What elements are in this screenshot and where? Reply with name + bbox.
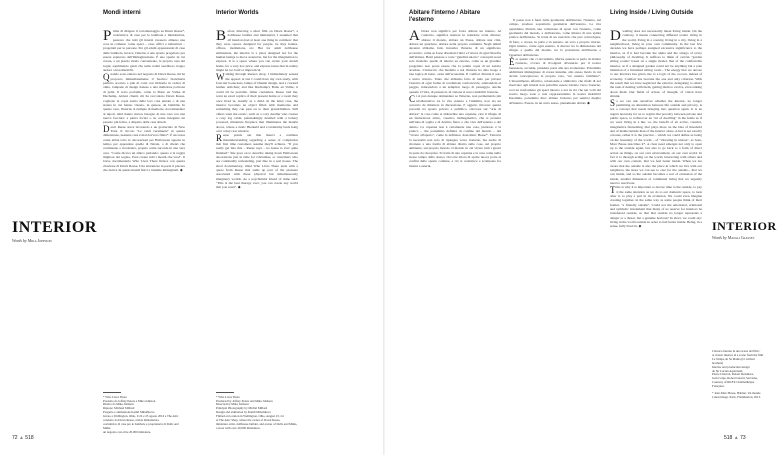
column-heading: Mondi interni xyxy=(103,10,141,16)
byline-prefix: Words by xyxy=(712,235,727,240)
paragraph-text: his is why it is important to devote time to the outside, to pay it the same attention as we do to our domestic space, to look after it, to play a part in its evolution. We could even imagine creating together, in the same way as some people think of their homes, "a friendly outside". Could not the emotional, relational and symbolic investment that many of us reserve for interiors be transferred outside, so that that outside no longer represents a danger or a threat, but a genuine horizon? In short, we could say: living in the world outside in order to feel better inside. Being, in a sense, fully lived in. xyxy=(610,185,702,229)
footnote-line: * Who Lives There xyxy=(216,394,240,399)
byline xyxy=(712,235,755,240)
footnote-line: Progetto e animazione Kamil Minařikova xyxy=(103,410,155,415)
footnote-english xyxy=(216,392,298,431)
drop-cap: R xyxy=(216,132,223,143)
paragraph-text: awn Reese stava lavorando a un grattacielo di New York. Il circolo "Le venti veramente" in questa dimensione, nessuna casa è mai davvero finita*. È successa come abbia tolto le decorazioni per Halloween appena in tempo per appendere quelle di Natale, o di clienti che continuano a ricostruire, proprio come succede in una vera casa. "Come diceva un amico parlando: questo è la reggia migliore dei sogni», Puoi creare tutti i mondi che vuoi". Il breve documentario Who Lives There finisce con questa citazione di Dawn Reese. Una sintonizza in parte il piacere che deriva da questi mondi fisici e insieme immaginati. xyxy=(103,124,185,172)
paragraph xyxy=(409,94,501,168)
footnote-line: Le Tempe de Sa Mama (O. Gilbert brothers) xyxy=(712,356,755,365)
paragraph xyxy=(103,125,185,173)
end-mark-icon: ◆ xyxy=(587,100,590,105)
end-mark-icon: ◆ xyxy=(179,168,183,172)
paragraph-text: er questo che ci dovremmo riferire quando si parla di abitare l'esterno, ovvero di rivolgersi all'esterno per il nostro benessere, accadde, prendere parte alla sua evoluzione. Potremmo addirittura immaginare di creare insieme, allo stesso modo in cui alcuni concepiscono la propria casa, "un esterno familiare". L'investimento affettivo, relazionale e simbolico che molti di noi riservano agli interni non potrebbe essere traslato verso l'esterno, così da trasformare gli spazi intorno a noi in ciò che nei volti del nostro luogo sono e non rappresentiamo la nostra mobilità? Insomma, potremmo dire: abitare l'esterno per sentirsi meglio all'interno. Essere, in un certo senso, pienamente abitati. xyxy=(509,57,601,105)
footnote-line: Diretto da Mika Johnson xyxy=(103,402,134,407)
article-column-english xyxy=(216,29,298,190)
footnote-line: un negozio con oltre 20.000 miniature. xyxy=(103,429,152,434)
drop-cap: A xyxy=(409,28,420,44)
drop-cap: S xyxy=(610,98,616,108)
end-mark-icon: ◆ xyxy=(638,224,642,229)
paragraph-text: uando sono entrato nel negozio di Dawn Reese, mi ha proposto immediatamente il fascino: biancheria perfetta accanto a pile di carte con libbrerie in radica di olmo, lampade di design danese e una maliziosa poltrona di pelle. Il retro portatile, come la Botte en Valise di Duchamp. Alcuni clienti, mi ha raccontato Dawn Reese, vogliono la copia esatta della loro casa attuale o di una stanza in cui hanno vissuto, in genere, da bambini. In questo caso, l'interno si riempie di memorie, da tramandare ai nipoti. Altri hanno invece bisogno di una casa con una nuova facciata: a pietra focaia o su come inseguire un passato più felice, a dispetto delle case attuali. xyxy=(103,72,185,125)
footnote-line: a store with over 20,000 miniatures. xyxy=(216,425,261,430)
drop-cap: P xyxy=(103,28,112,44)
drop-cap: È xyxy=(509,56,515,67)
column-heading: Abitare l'interno / Abitare l'esterno xyxy=(409,10,481,23)
paragraph-text: o we can ask ourselves whether the interior, no longer permitting an alternation between life outside and privacy, is not a concept that needs bringing into question again. It is an urgent necessity for us to regain that porosity between private and public space, to rediscover an "art of dwelling" in the home as if we were living in a hut, i.e. the benefit of an active, creative, imaginative fantasizing, that plays more on the idea of threshold and of inside/outside than of the interior alone. A hut is not exactly a house, rather it is the practice – which we could define as being on the boundary of the world – of "vibrating in unison", as Jean-Marc Besse describes it*. A clear need emerges not only to open up to the outside again, but also to go back to a form of direct action on things, on our own environment, on our own world. In fact it is through acting on the world, interacting with others and with our own context, that we feel better inside. When we are aware that the outside is also the place in which we live with our neighbors, the more we can see to care for the outside... that we can inside, and so the outside becomes a sort of extension of the inside, another dimension of communal living that we urgently need to reactivate. xyxy=(610,98,702,186)
article-column-english xyxy=(610,29,702,229)
footnote-line: Prodotto da Jeffrey Peters e Mika Johnson xyxy=(103,398,156,403)
drop-cap: B xyxy=(216,28,227,44)
byline-prefix: Words by xyxy=(12,238,27,243)
drop-cap: T xyxy=(610,184,616,195)
footnote-rule xyxy=(216,392,234,393)
drop-cap: D xyxy=(103,124,110,135)
paragraph xyxy=(216,29,298,72)
end-mark-icon: ◆ xyxy=(237,185,241,190)
footnote-line: Girato a Wellington, Ohio, il 22 e 23 agosto 2016 a The Attic xyxy=(103,414,179,419)
footnote-line: * Jean-Marc Besse, Habiter. Un monde xyxy=(712,391,761,396)
drop-cap: C xyxy=(409,93,416,104)
footnote-line: Produced by Jeffrey Peters and Mika Johnson xyxy=(216,398,273,403)
footnote-line: Interior and production design xyxy=(712,364,750,369)
folio-left xyxy=(12,435,34,441)
folio-right xyxy=(724,435,746,441)
section-title: INTERIOR xyxy=(12,219,97,236)
drop-cap: D xyxy=(610,28,621,44)
footnote-line: Jean Colpe, Robert Girard, Serverne, xyxy=(712,376,758,381)
paragraph xyxy=(610,29,702,99)
column-heading: Interior Worlds xyxy=(216,10,259,16)
paragraph xyxy=(103,29,185,72)
footnote-line: A classic interior in a scene from the film xyxy=(712,352,764,357)
paragraph xyxy=(409,29,501,94)
page-number: 73 xyxy=(740,435,746,441)
footnote-line: condotto da Dawn Reese, artista miniaturista, xyxy=(103,418,160,423)
page-number: 72 xyxy=(12,435,18,441)
paragraph-text: efore directing a short film on Dawn Reese*, a dollhouse builder and miniaturist, I assumed that all interiors had at least one thing in common: that they were spaces designed for people, be they homes, offices, institutions, etc. But for adult dollhouse enthusiasts, the interior is a place designed not for the human beings to move around in, but for the imagination to explore. It is a space where you can create your dream home, for a very low price, and express tastes that in reality might be too bold or impractical. xyxy=(216,29,299,73)
footnote-line: de Sir Lucien Aguettand, xyxy=(712,368,743,373)
paragraph-text: alking through Reese's shop, I immediately sensed the appeal: at last I could have my own study, with four-tier bookcases, lamps of Danish design, and a cracked leather armchair; and like Duchamp's Boîte en Valise, it could all be portable. Other customers, Reese told me, want an exact replica of their present home or a room they once lived in, usually as a child. In the latter case, the interior becomes an object filled with memories and something they can pass on to their grandchildren. Still others want the exotic, such as a cozy dweller who creates a cozy log cabin, painstakingly detailed with a battery powered, miniature fireplace that illuminates the mantle above, where a rustic Bierkeld and a taxidermy buck hang over a tiny rear window. xyxy=(216,72,298,133)
paragraph-text: i si può dunque domandare se l'interno, non permettendo più un'alternativa tra la vita esterna e l'intimità, non sia un concetto da rimettere in discussione. E oggetto ritrovare questa porosità tra spazio privato e pubblico, ritrovare sul "arte di abitare" la casa come si abiterebbe una capanna, cioè il rifugio di un fantasticare attivo, creativo, immaginativo, che si proietta nell'idea di soglia e di destino fisico e che vive dell'esterno e del dentro. La capanna non è certamente una casa, piuttosto è la pratica – che potremmo definire di confine del mondo – del "vivere all'aperto", come la definisce Jean-Marc Besse*. Tuttavia la necessità non solo di ripiegare verso l'esterno, ma anche di ritornare a una forma di abitare diretta sulle cose, sul proprio ambiente, sul proprio mondo. Il mondo in cui vivere tutti i giorni in parte da riscoprire. Si tratta di una capanna e la casa come nello stesso tempo dello stesso. Occorre allora di aprire nuove porte ai confini dello spazio comune, e ciò si costruisce e scompone fra interni e esterni. xyxy=(409,94,501,168)
footnote-italian xyxy=(103,392,185,435)
footnote-line: * Who Lives There xyxy=(103,394,127,399)
paragraph-text: rima di dirigere il cortometraggio su Dawn Reese*, costruttrice di case per le bambole e miniaturista, pensavo che tutti gli interni avessero almeno una cosa in comune: come spazi – case, uffici o istituzioni – progettati per le persone. Per gli adulti appassionati di case delle bambole, invece, l'interno è uno spazio progettato per essere esplorato dall'immaginazione. È uno spazio in cui creare, a un prezzo molto conveniente, la propria casa dei sogni, esprimendo gusti che nella realtà sarebbero troppo audaci o irrealizzabili. xyxy=(103,29,185,73)
footnote-line: Directed by Mika Johnson xyxy=(216,402,249,407)
footnote-line: Courtesy of RKFX Cinémathèque Française. xyxy=(712,380,755,389)
byline-author: Mika Johnson xyxy=(27,238,52,243)
paragraph: Il paese non è fuori dalle geometrie dell'interno: l'interno, sul campo, produce soprattutto geometrie dell'esterno. La vita quotidiana diventa una collezione di spazi con l'esterno, come geometria del mondo, e dell'esterno, come misura di una spinta pratica dell'interno. Si tratta di un esercizio che può coinvolgere, di fatto, e creare, in parte e in passato, un vero e proprio ritorno. Ogni interno, come ogni esterno, si muove tra la dimensione del rifugio e quella del mondo, tra la protezione dell'interno e l'apertura dell'esterno. xyxy=(509,18,601,57)
footnote-line: Filmed on location in Wellington, Ohio, August 23, 24 xyxy=(216,414,284,419)
folio-separator-icon: ▲ xyxy=(18,435,24,441)
article-column-italian-1 xyxy=(409,29,501,168)
paragraph-text: bitare non significa per forza abitare un interno. Al contrario, significa mettere in relazione scale diverse: abitare il mondo, abitare un Paese, abitare una città, abitare un quartiere, abitare nella propria comunità. Negli ultimi decenni abbiamo fatto investire l'interno di un significato eccessivo, come se fosse diventata l'altra e l'ottava di ogni filosofia dell'abitare. Basti pensare a corte "giardini salotto" concepiti su un solo modello, quello di interno su esterno, come se un giardino progettato non possa essere che la palida copia di un salotto arredato. L'intreccio che modella a noi l'interno ha dato luogo a una logica di lusso, ossia dell'economia. Il comfort diventa il solo e unico criterio. Tanto che abbiamo fatto di tutto per privare l'esterno di ogni forma di condizione confortevole, adattandola al peggio, riducendolo a un semplice luogo di passaggio. Anche quando è l'Ora, di pensatori, di visione si sono ristabiliti l'esterno. xyxy=(409,29,502,94)
article-column-italian-2 xyxy=(509,18,601,105)
magazine-brand: 518 xyxy=(724,435,733,441)
magazine-brand: 518 xyxy=(25,435,34,441)
paragraph xyxy=(103,72,185,124)
paragraph xyxy=(216,133,298,189)
folio-separator-icon: ▲ xyxy=(733,435,739,441)
footnote-line: à mon image. Paris, Flammarion, 2013. xyxy=(712,394,761,399)
footnote-line: Design and animation by Kamil Minařikova xyxy=(216,410,271,415)
column-heading: Living Inside / Living Outside xyxy=(610,10,694,16)
paragraph-text: eese points out that there's a common misunderstanding regarding a sense of completion that first time customers assume they'll achieve. "If you really get into this – Reese says – no house is ever quite finished". She goes on to describe taking down Halloween decorations just in time for Christmas, or customers who are continually remodeling, just like in a real house. The short documentary, titled Who Lives There ends with a quote from Reese that sums up part of the pleasure associated with these physical but simultaneously imaginary worlds. As a psychiatrist friend of mine said: "This is the best therapy ever; you can create any world that you want". xyxy=(216,133,298,190)
footnote-line: Principal Photography by Michal Millard xyxy=(216,406,268,411)
footnote-line: Pierre Charron, Robert Delamare, xyxy=(712,372,754,377)
footnote-line: miniature artist, dollhouse builder, and owner of Dolls and Minis, xyxy=(216,421,298,426)
footnote-line: Classico interno in una scena del film / xyxy=(712,349,761,353)
byline-author: Matali Crasset xyxy=(727,235,755,240)
byline xyxy=(12,238,52,243)
footnote-line: at The Attic Shop, where the owner of Dawn Reese, xyxy=(216,418,281,423)
drop-cap: Q xyxy=(103,71,110,82)
paragraph xyxy=(216,72,298,133)
page-gutter xyxy=(383,0,385,455)
paragraph xyxy=(610,185,702,228)
footnote-line: costruttrice di case per le bambole e proprietaria di Dolls and Minis, xyxy=(103,421,179,430)
drop-cap: W xyxy=(216,71,225,82)
footnote-caption xyxy=(712,350,764,400)
paragraph xyxy=(610,99,702,186)
section-title: INTERIOR xyxy=(712,219,777,233)
footnote-line: Riprese: Michael Millard xyxy=(103,406,135,411)
footnote-rule xyxy=(103,392,121,393)
paragraph xyxy=(509,57,601,105)
paragraph-text: welling does not necessarily mean living inside. On the contrary, it means connecting different scales: living in the world, living in a country, living in a city, living in a neighborhood, living in your own community. In the last few decades we have perhaps assigned excessive significance to the interior, as if it had become the alpha and the omega of every philosophy of dwelling. It suffices to think of certain "garden sitting rooms" based on a single model, that of the comfortable interior, as if a designed garden could not be anything but a pale imitation of a furnished sitting room... The energy that we devote to our interiors has given rise to a logic of the cocoon, indeed of economy. Comfort has become the one and only criterion. With the result that we have neglected the exterior, delegating to others the task of dealing with them, getting them to evolve, even talking about them. Our fields of action, of thought, of vision have shrunk. xyxy=(610,29,702,99)
article-column-italian xyxy=(103,29,185,172)
